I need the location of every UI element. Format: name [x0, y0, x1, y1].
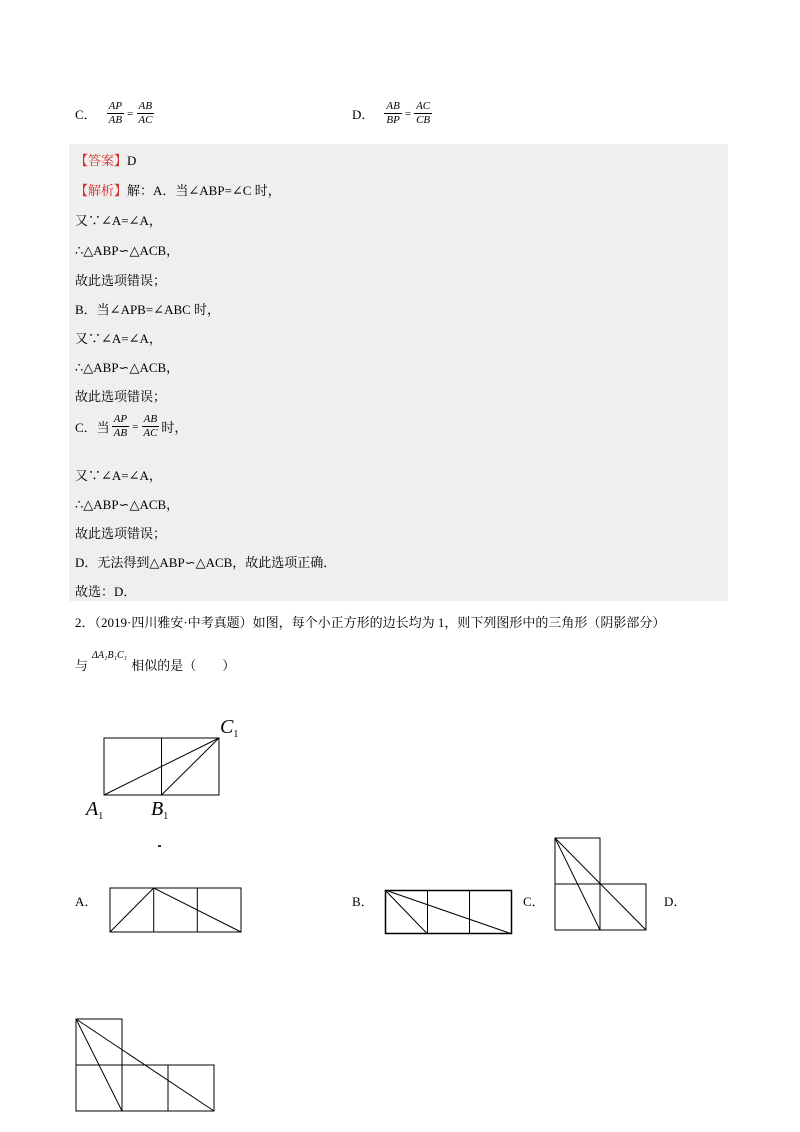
analysis-line: 【解析】解：A．当∠ABP=∠C 时， [75, 183, 281, 198]
analysis-line: C．当 $\frac{AP}{AB}$ = $\frac{AB}{AC}$ 时， [75, 413, 188, 439]
stray-mark [158, 845, 161, 847]
analysis-line: 又∵∠A=∠A， [75, 468, 162, 483]
fraction: $\frac{AC}{CB}$ [416, 100, 431, 126]
option-letter: D． [352, 107, 375, 122]
analysis-line: 又∵∠A=∠A， [75, 213, 162, 228]
analysis-line: B．当∠APB=∠ABC 时， [75, 302, 221, 317]
choice-d-label: D． [664, 894, 687, 909]
analysis-line: 故选：D． [75, 584, 137, 599]
choice-a-label: A． [75, 894, 98, 909]
option-letter: C． [75, 107, 97, 122]
question-2-stem-cont: 与 ΔA₁B₁C₁ 相似的是（ ） [75, 650, 236, 673]
triangle-label: ΔA₁B₁C₁ [92, 650, 128, 661]
label-a1: $A_1$ [86, 798, 104, 822]
analysis-line: ∴△ABP∽△ACB， [75, 360, 180, 375]
answer-tag: 【答案】 [75, 153, 128, 168]
analysis-tag: 【解析】 [75, 183, 128, 198]
analysis-line: ∴△ABP∽△ACB， [75, 497, 180, 512]
choice-a-figure [110, 888, 242, 934]
analysis-line: 故此选项错误； [75, 526, 167, 541]
label-c1: $C_1$ [220, 716, 239, 740]
fraction: $\frac{AP}{AB}$ [113, 413, 128, 439]
analysis-line: 又∵∠A=∠A， [75, 331, 162, 346]
choice-c-figure [555, 838, 650, 933]
choice-b-label: B． [352, 894, 374, 909]
label-b1: $B_1$ [151, 798, 169, 822]
choice-d-figure [76, 1019, 216, 1114]
reference-figure [85, 715, 255, 825]
triangle-side [162, 738, 220, 795]
fraction: $\frac{AB}{AC}$ [143, 413, 158, 439]
analysis-line: D．无法得到△ABP∽△ACB，故此选项正确． [75, 555, 337, 570]
choice-b-figure [385, 890, 513, 936]
analysis-line: 故此选项错误； [75, 389, 167, 404]
fraction: $\frac{AB}{BP}$ [386, 100, 400, 126]
option-c-top: C． $\frac{AP}{AB}$ = $\frac{AB}{AC}$ [75, 100, 153, 126]
analysis-line: 故此选项错误； [75, 273, 167, 288]
answer-line [75, 150, 136, 169]
analysis-line: ∴△ABP∽△ACB， [75, 243, 180, 258]
fraction: $\frac{AB}{AC}$ [138, 100, 153, 126]
choice-c-label: C． [523, 894, 545, 909]
option-d-top: D． $\frac{AB}{BP}$ = $\frac{AC}{CB}$ [352, 100, 431, 126]
question-2-stem: 2．（2019·四川雅安·中考真题）如图，每个小正方形的边长均为 1，则下列图形中的三角形（阴影部分） [75, 615, 666, 630]
answer-value: D [127, 153, 137, 168]
fraction: $\frac{AP}{AB}$ [108, 100, 123, 126]
